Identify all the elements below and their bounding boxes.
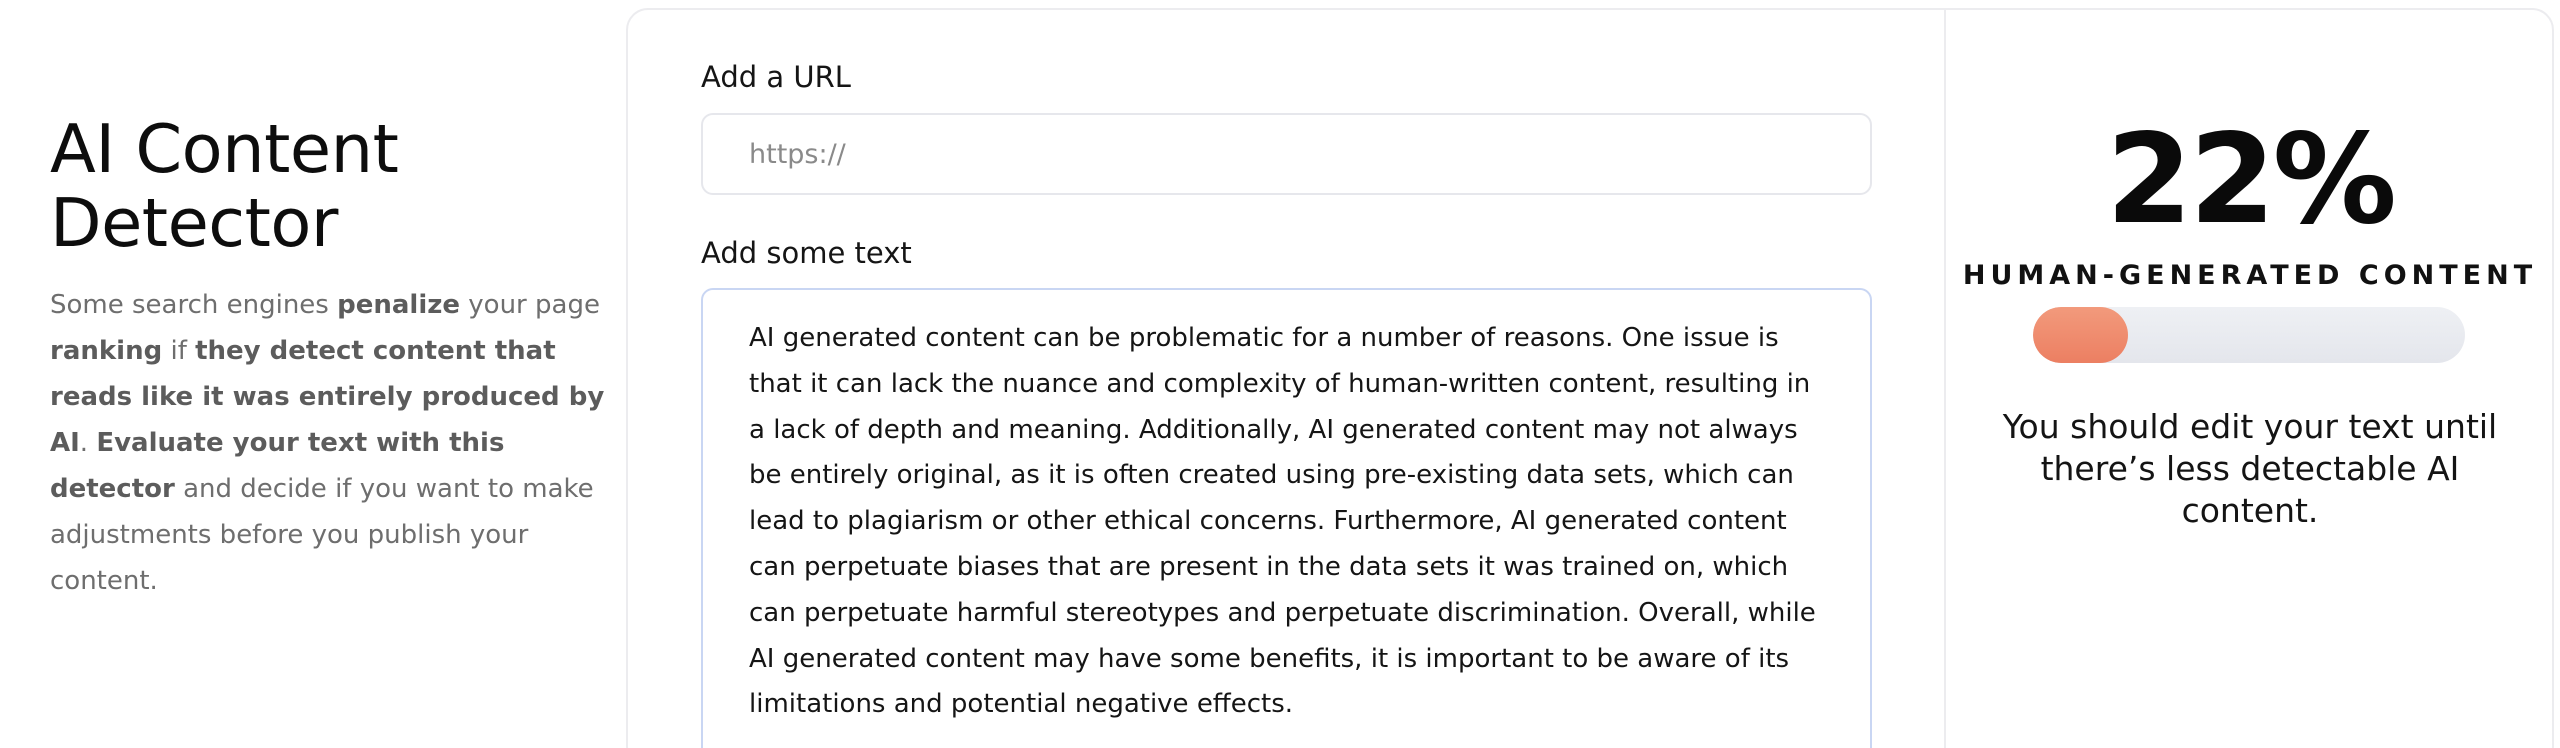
description-text-2: your page — [460, 290, 600, 320]
intro-section — [50, 112, 610, 604]
result-advice: You should edit your text until there’s less detectable AI content. — [2002, 407, 2498, 530]
intro-description — [50, 282, 610, 604]
human-percentage: 22% — [2106, 108, 2394, 252]
description-bold-evaluate: Evaluate your text with this detector — [50, 428, 505, 504]
description-bold-penalize: penalize — [337, 290, 461, 320]
description-text-4: . — [79, 428, 97, 458]
result-panel — [1946, 10, 2554, 748]
description-text-5: and decide if you want to make adjustments before you publish your content. — [50, 474, 594, 596]
page-title: AI Content Detector — [50, 110, 399, 262]
url-label: Add a URL — [701, 60, 851, 94]
human-content-caption: HUMAN-GENERATED CONTENT — [1962, 260, 2538, 291]
text-input[interactable]: AI generated content can be problematic for a number of reasons. One issue is that it can lack the nuance and complexity of human-written content, resulting in a lack of depth and meaning. Additionally, AI generated content may not always be entirely original, as it is often created using pre-existing data sets, which can lead to plagiarism or other ethical concerns. Furthermore, AI generated content can perpetuate biases that are present in the data sets it was trained on, which can perpetuate harmful stereotypes and perpetuate discrimination. Overall, while AI generated content may have some benefits, it is important to be aware of its limitations and potential negative effects. — [701, 288, 1872, 748]
description-text-3: if — [162, 336, 196, 366]
url-input[interactable] — [701, 113, 1872, 195]
description-bold-ranking: ranking — [50, 336, 163, 366]
description-bold-detect: they detect content that reads like it was entirely produced by AI — [50, 336, 605, 458]
description-text-1: Some search engines — [50, 290, 338, 320]
progress-fill — [2033, 307, 2128, 363]
human-content-progress-bar — [2033, 307, 2465, 363]
text-label: Add some text — [701, 236, 912, 270]
